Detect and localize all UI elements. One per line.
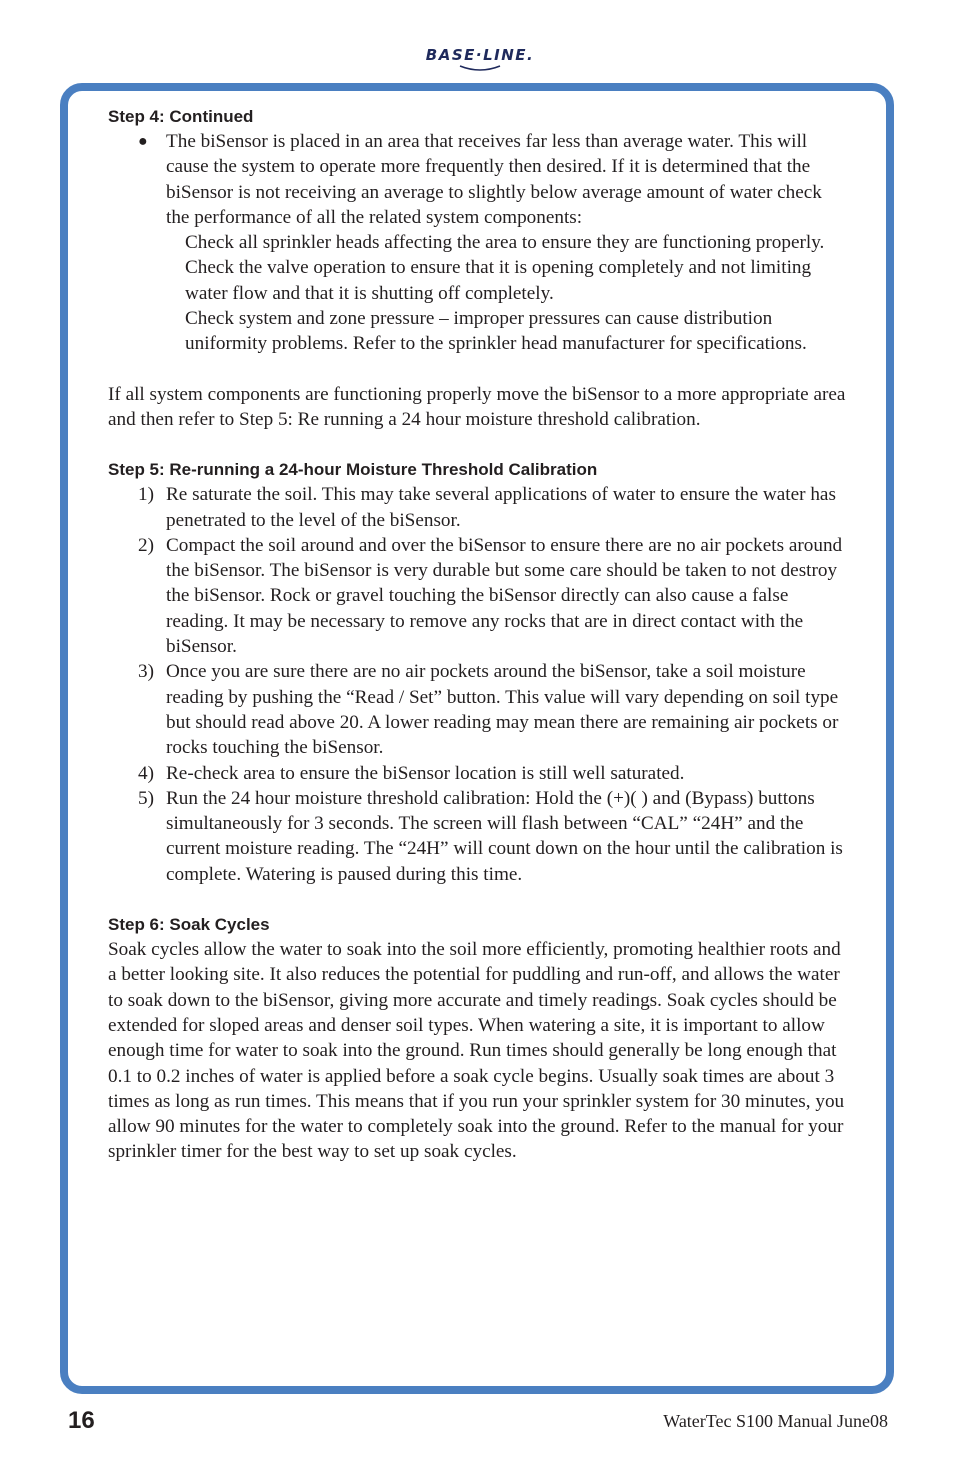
step4-subitem: Check system and zone pressure – improper pressures can cause distribution uniformity problems. Refer to the sprinkler head manufacturer for specifications. <box>185 308 807 355</box>
step4-heading: Step 4: Continued <box>108 107 254 126</box>
list-number: 4) <box>138 762 154 784</box>
step4-bullet-text: The biSensor is placed in an area that receives far less than average water. This will cause the system to operate more frequently then desired. If it is determined that the biSensor is not receiving an average to slightly below average amount of water check the performance of all the related system components: <box>166 131 822 228</box>
logo-swoosh-icon <box>380 38 580 78</box>
bullet-dot-icon: ● <box>138 133 148 150</box>
list-item <box>108 786 848 887</box>
step4-bullet <box>108 129 848 230</box>
list-item <box>108 533 848 659</box>
step6-section <box>108 912 848 1165</box>
list-text: Compact the soil around and over the biSensor to ensure there are no air pockets around the biSensor. The biSensor is very durable but some care should be taken to not destroy the biSensor. Rock or gravel touching the biSensor directly can also cause a false reading. It may be necessary to remove any rocks that are in direct contact with the biSensor. <box>166 534 843 658</box>
list-item <box>108 761 848 786</box>
page-number: 16 <box>68 1407 95 1434</box>
list-number: 2) <box>138 534 154 556</box>
list-number: 3) <box>138 661 154 683</box>
step4-closing: If all system components are functioning properly move the biSensor to a more appropriate area and then refer to Step 5: Re running a 24 hour moisture threshold calibration. <box>108 383 846 430</box>
footer-manual-title: WaterTec S100 Manual June08 <box>663 1411 888 1431</box>
step4-subitem: Check the valve operation to ensure that it is opening completely and not limiting water flow and that it is shutting off completely. <box>185 257 812 304</box>
page-content <box>108 104 848 1165</box>
step5-section <box>108 457 848 887</box>
list-number: 5) <box>138 787 154 809</box>
list-item <box>108 482 848 533</box>
step4-section <box>108 104 848 432</box>
step5-list <box>108 482 848 887</box>
step4-subitem: Check all sprinkler heads affecting the area to ensure they are functioning properly. <box>185 232 825 254</box>
list-text: Re-check area to ensure the biSensor location is still well saturated. <box>166 762 685 784</box>
baseline-logo <box>380 38 580 78</box>
step5-heading: Step 5: Re-running a 24-hour Moisture Threshold Calibration <box>108 460 598 480</box>
list-number: 1) <box>138 484 154 506</box>
step6-heading: Step 6: Soak Cycles <box>108 915 270 935</box>
list-text: Re saturate the soil. This may take several applications of water to ensure the water has penetrated to the level of the biSensor. <box>166 484 836 531</box>
logo-text: BASE·LINE. <box>425 46 535 64</box>
list-item <box>108 659 848 760</box>
list-text: Run the 24 hour moisture threshold calibration: Hold the (+)( ) and (Bypass) buttons simultaneously for 3 seconds. The screen will flash between “CAL” “24H” and the current moisture reading. The “24H” will count down on the hour until the calibration is complete. Watering is paused during this time. <box>166 787 843 885</box>
step6-body: Soak cycles allow the water to soak into the soil more efficiently, promoting healthier roots and a better looking site. It also reduces the potential for puddling and run-off, and allows the water to soak down to the biSensor, giving more accurate and timely readings. Soak cycles should be extended for sloped areas and denser soil types. When watering a site, it is important to allow enough time for water to soak into the ground. Run times should generally be long enough that 0.1 to 0.2 inches of water is applied before a soak cycle begins. Usually soak times are about 3 times as long as run times. This means that if you run your sprinkler system for 30 minutes, you allow 90 minutes for the water to completely soak into the ground. Refer to the manual for your sprinkler timer for the best way to set up soak cycles. <box>108 939 845 1163</box>
list-text: Once you are sure there are no air pockets around the biSensor, take a soil moisture reading by pushing the “Read / Set” button. This value will vary depending on soil type but should read above 20. A lower reading may mean there are remaining air pockets or rocks touching the biSensor. <box>166 661 839 759</box>
